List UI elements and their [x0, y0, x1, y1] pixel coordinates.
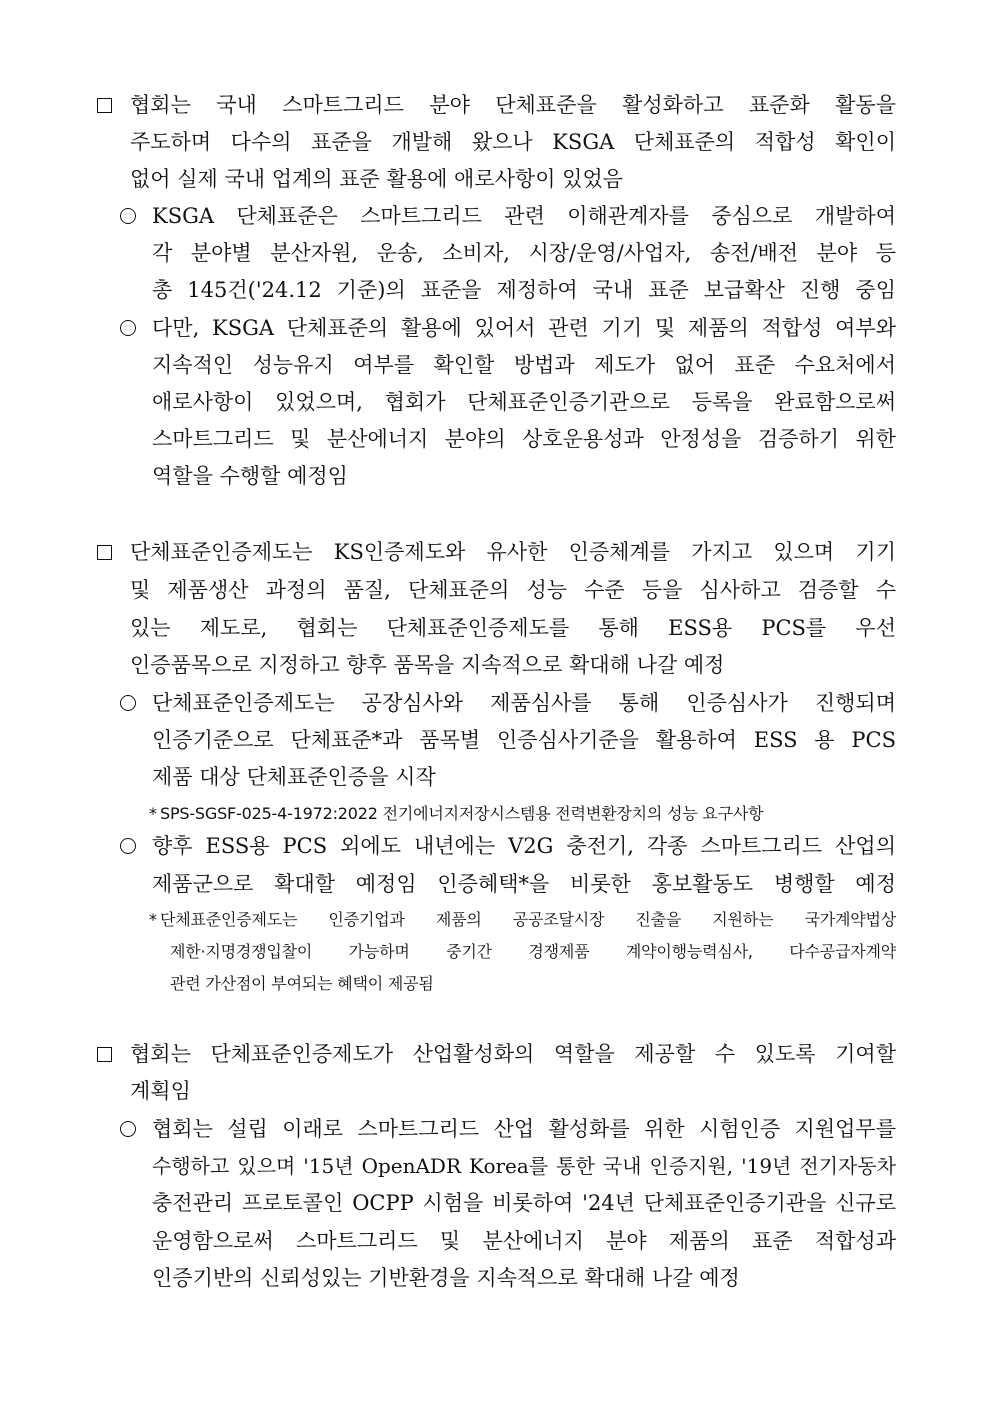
item-2-1-line-3: 제품 대상 단체표준인증을 시작 [152, 765, 436, 789]
item-1-2-line-4: 스마트그리드 및 분산에너지 분야의 상호운용성과 안정성을 검증하기 위한 [152, 427, 896, 451]
section-2-line-4: 인증품목으로 지정하고 향후 품목을 지속적으로 확대해 나갈 예정 [130, 653, 725, 677]
section-2-line-2: 및 제품생산 과정의 품질, 단체표준의 성능 수준 등을 심사하고 검증할 수 [130, 578, 896, 602]
item-3-1-line-5: 인증기반의 신뢰성있는 기반환경을 지속적으로 확대해 나갈 예정 [152, 1266, 740, 1290]
footnote-marker: * [149, 910, 157, 929]
footnote-1-line-1: SPS-SGSF-025-4-1972:2022 전기에너지저장시스템용 전력변환장치의 성능 요구사항 [160, 804, 764, 823]
item-1-2-line-3: 애로사항이 있었으며, 협회가 단체표준인증기관으로 등록을 완료함으로써 [152, 390, 896, 414]
checkbox-bullet [97, 545, 112, 560]
item-1-2-line-5: 역할을 수행할 예정임 [152, 464, 348, 488]
item-2-1-line-1: 단체표준인증제도는 공장심사와 제품심사를 통해 인증심사가 진행되며 [152, 691, 896, 715]
circle-bullet [120, 1121, 136, 1137]
footnote-2-line-1: 단체표준인증제도는 인증기업과 제품의 공공조달시장 진출을 지원하는 국가계약법상 [160, 910, 896, 929]
section-2-line-3: 있는 제도로, 협회는 단체표준인증제도를 통해 ESS용 PCS를 우선 [130, 616, 896, 640]
item-1-2-line-2: 지속적인 성능유지 여부를 확인할 방법과 제도가 없어 표준 수요처에서 [152, 353, 896, 377]
footnote-2-line-3: 관련 가산점이 부여되는 혜택이 제공됨 [170, 974, 434, 993]
checkbox-bullet [97, 1047, 112, 1062]
circle-bullet [120, 320, 136, 336]
section-2-line-1: 단체표준인증제도는 KS인증제도와 유사한 인증체계를 가지고 있으며 기기 [130, 540, 896, 564]
section-3-line-1: 협회는 단체표준인증제도가 산업활성화의 역할을 제공할 수 있도록 기여할 [130, 1042, 896, 1066]
item-1-1-line-3: 총 145건('24.12 기준)의 표준을 제정하여 국내 표준 보급확산 진행 중임 [152, 278, 896, 302]
item-2-2-line-2: 제품군으로 확대할 예정임 인증혜택*을 비롯한 홍보활동도 병행할 예정 [152, 872, 896, 896]
item-2-2-line-1: 향후 ESS용 PCS 외에도 내년에는 V2G 충전기, 각종 스마트그리드 산업의 [152, 834, 896, 858]
section-1-line-1: 협회는 국내 스마트그리드 분야 단체표준을 활성화하고 표준화 활동을 [130, 93, 896, 117]
section-1-line-3: 없어 실제 국내 업계의 표준 활용에 애로사항이 있었음 [130, 167, 624, 191]
circle-bullet [120, 838, 136, 854]
item-3-1-line-4: 운영함으로써 스마트그리드 및 분산에너지 분야 제품의 표준 적합성과 [152, 1229, 896, 1253]
circle-bullet [120, 208, 136, 224]
section-3-line-2: 계획임 [130, 1079, 191, 1103]
item-1-2-line-1: 다만, KSGA 단체표준의 활용에 있어서 관련 기기 및 제품의 적합성 여부와 [152, 316, 896, 340]
item-3-1-line-3: 충전관리 프로토콜인 OCPP 시험을 비롯하여 '24년 단체표준인증기관을 신규로 [152, 1191, 896, 1215]
item-3-1-line-1: 협회는 설립 이래로 스마트그리드 산업 활성화를 위한 시험인증 지원업무를 [152, 1117, 896, 1141]
item-3-1-line-2: 수행하고 있으며 '15년 OpenADR Korea를 통한 국내 인증지원, '19년 전기자동차 [152, 1154, 896, 1178]
item-1-1-line-2: 각 분야별 분산자원, 운송, 소비자, 시장/운영/사업자, 송전/배전 분야 등 [152, 241, 896, 265]
footnote-marker: * [149, 804, 157, 823]
circle-bullet [120, 695, 136, 711]
section-1-line-2: 주도하며 다수의 표준을 개발해 왔으나 KSGA 단체표준의 적합성 확인이 [130, 130, 896, 154]
item-1-1-line-1: KSGA 단체표준은 스마트그리드 관련 이해관계자를 중심으로 개발하여 [152, 204, 896, 228]
item-2-1-line-2: 인증기준으로 단체표준*과 품목별 인증심사기준을 활용하여 ESS 용 PCS [152, 728, 896, 752]
footnote-2-line-2: 제한·지명경쟁입찰이 가능하며 중기간 경쟁제품 계약이행능력심사, 다수공급자계약 [170, 942, 896, 961]
checkbox-bullet [97, 98, 112, 113]
